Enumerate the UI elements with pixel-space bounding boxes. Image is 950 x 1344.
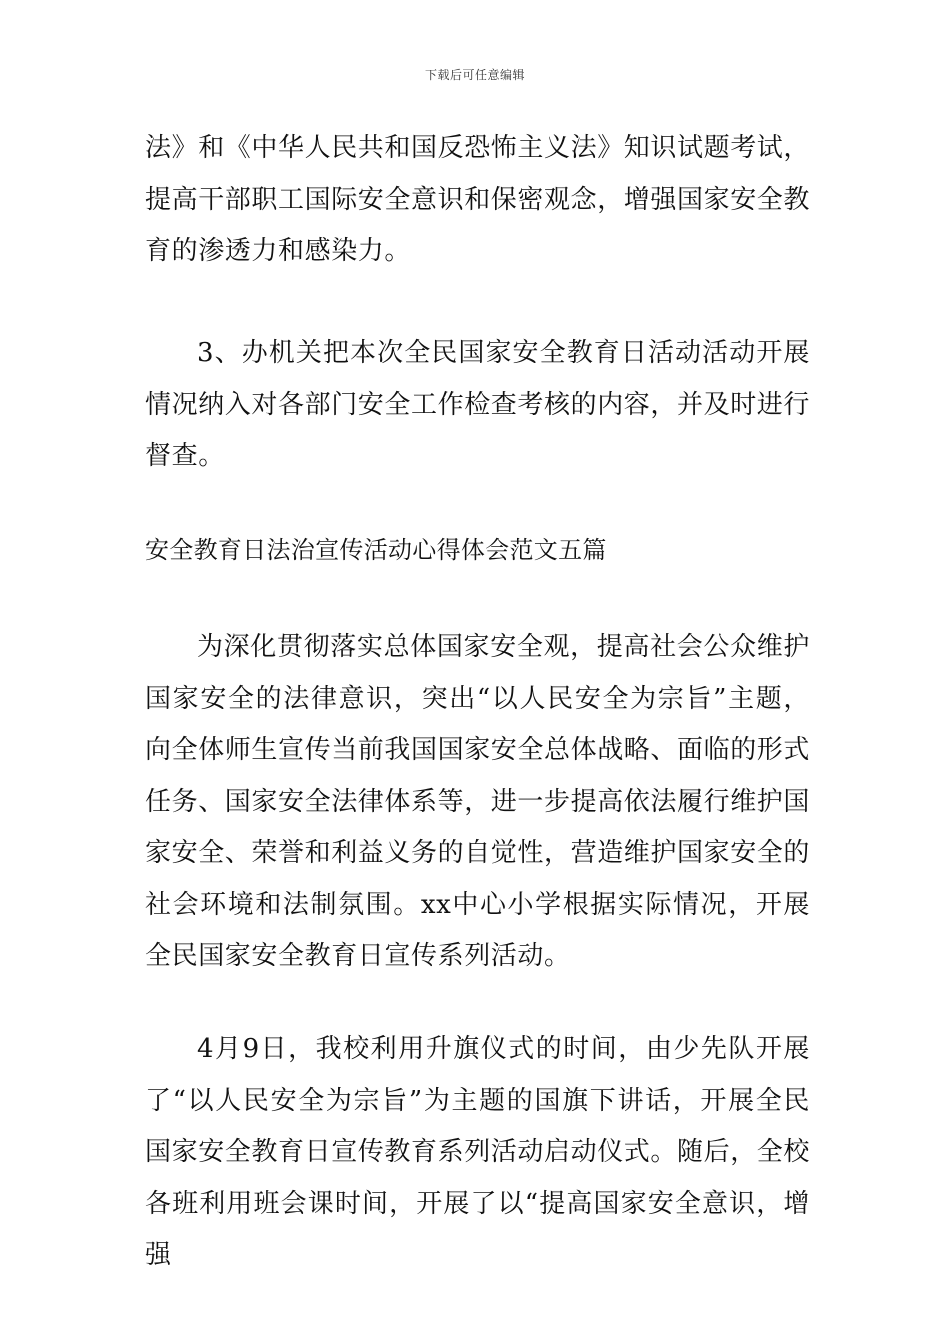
- paragraph-intro: [145, 622, 810, 983]
- paragraph-text: 4月9日，我校利用升旗仪式的时间，由少先队开展了“以人民安全为宗旨”为主题的国旗下讲话，开展全民国家安全教育日宣传教育系列活动启动仪式。随后，全校各班利用班会课时间，开展了以“提高国家安全意识，增强: [145, 1034, 811, 1270]
- paragraph-item-3: [145, 328, 810, 483]
- section-title: [145, 530, 810, 570]
- paragraph-continuation: [145, 123, 810, 278]
- paragraph-activity: [145, 1024, 810, 1282]
- paragraph-text: 法》和《中华人民共和国反恐怖主义法》知识试题考试，提高干部职工国际安全意识和保密观念，增强国家安全教育的渗透力和感染力。: [145, 133, 811, 266]
- paragraph-text: 3、办机关把本次全民国家安全教育日活动活动开展情况纳入对各部门安全工作检查考核的内容，并及时进行督查。: [145, 338, 811, 471]
- page-header-note: 下载后可任意编辑: [424, 68, 525, 82]
- section-title-text: 安全教育日法治宣传活动心得体会范文五篇: [145, 536, 607, 564]
- paragraph-text: 为深化贯彻落实总体国家安全观，提高社会公众维护国家安全的法律意识，突出“以人民安全为宗旨”主题，向全体师生宣传当前我国国家安全总体战略、面临的形式任务、国家安全法律体系等，进一步提高依法履行维护国家安全、荣誉和利益义务的自觉性，营造维护国家安全的社会环境和法制氛围。xx中心小学根据实际情况，开展全民国家安全教育日宣传系列活动。: [145, 632, 811, 971]
